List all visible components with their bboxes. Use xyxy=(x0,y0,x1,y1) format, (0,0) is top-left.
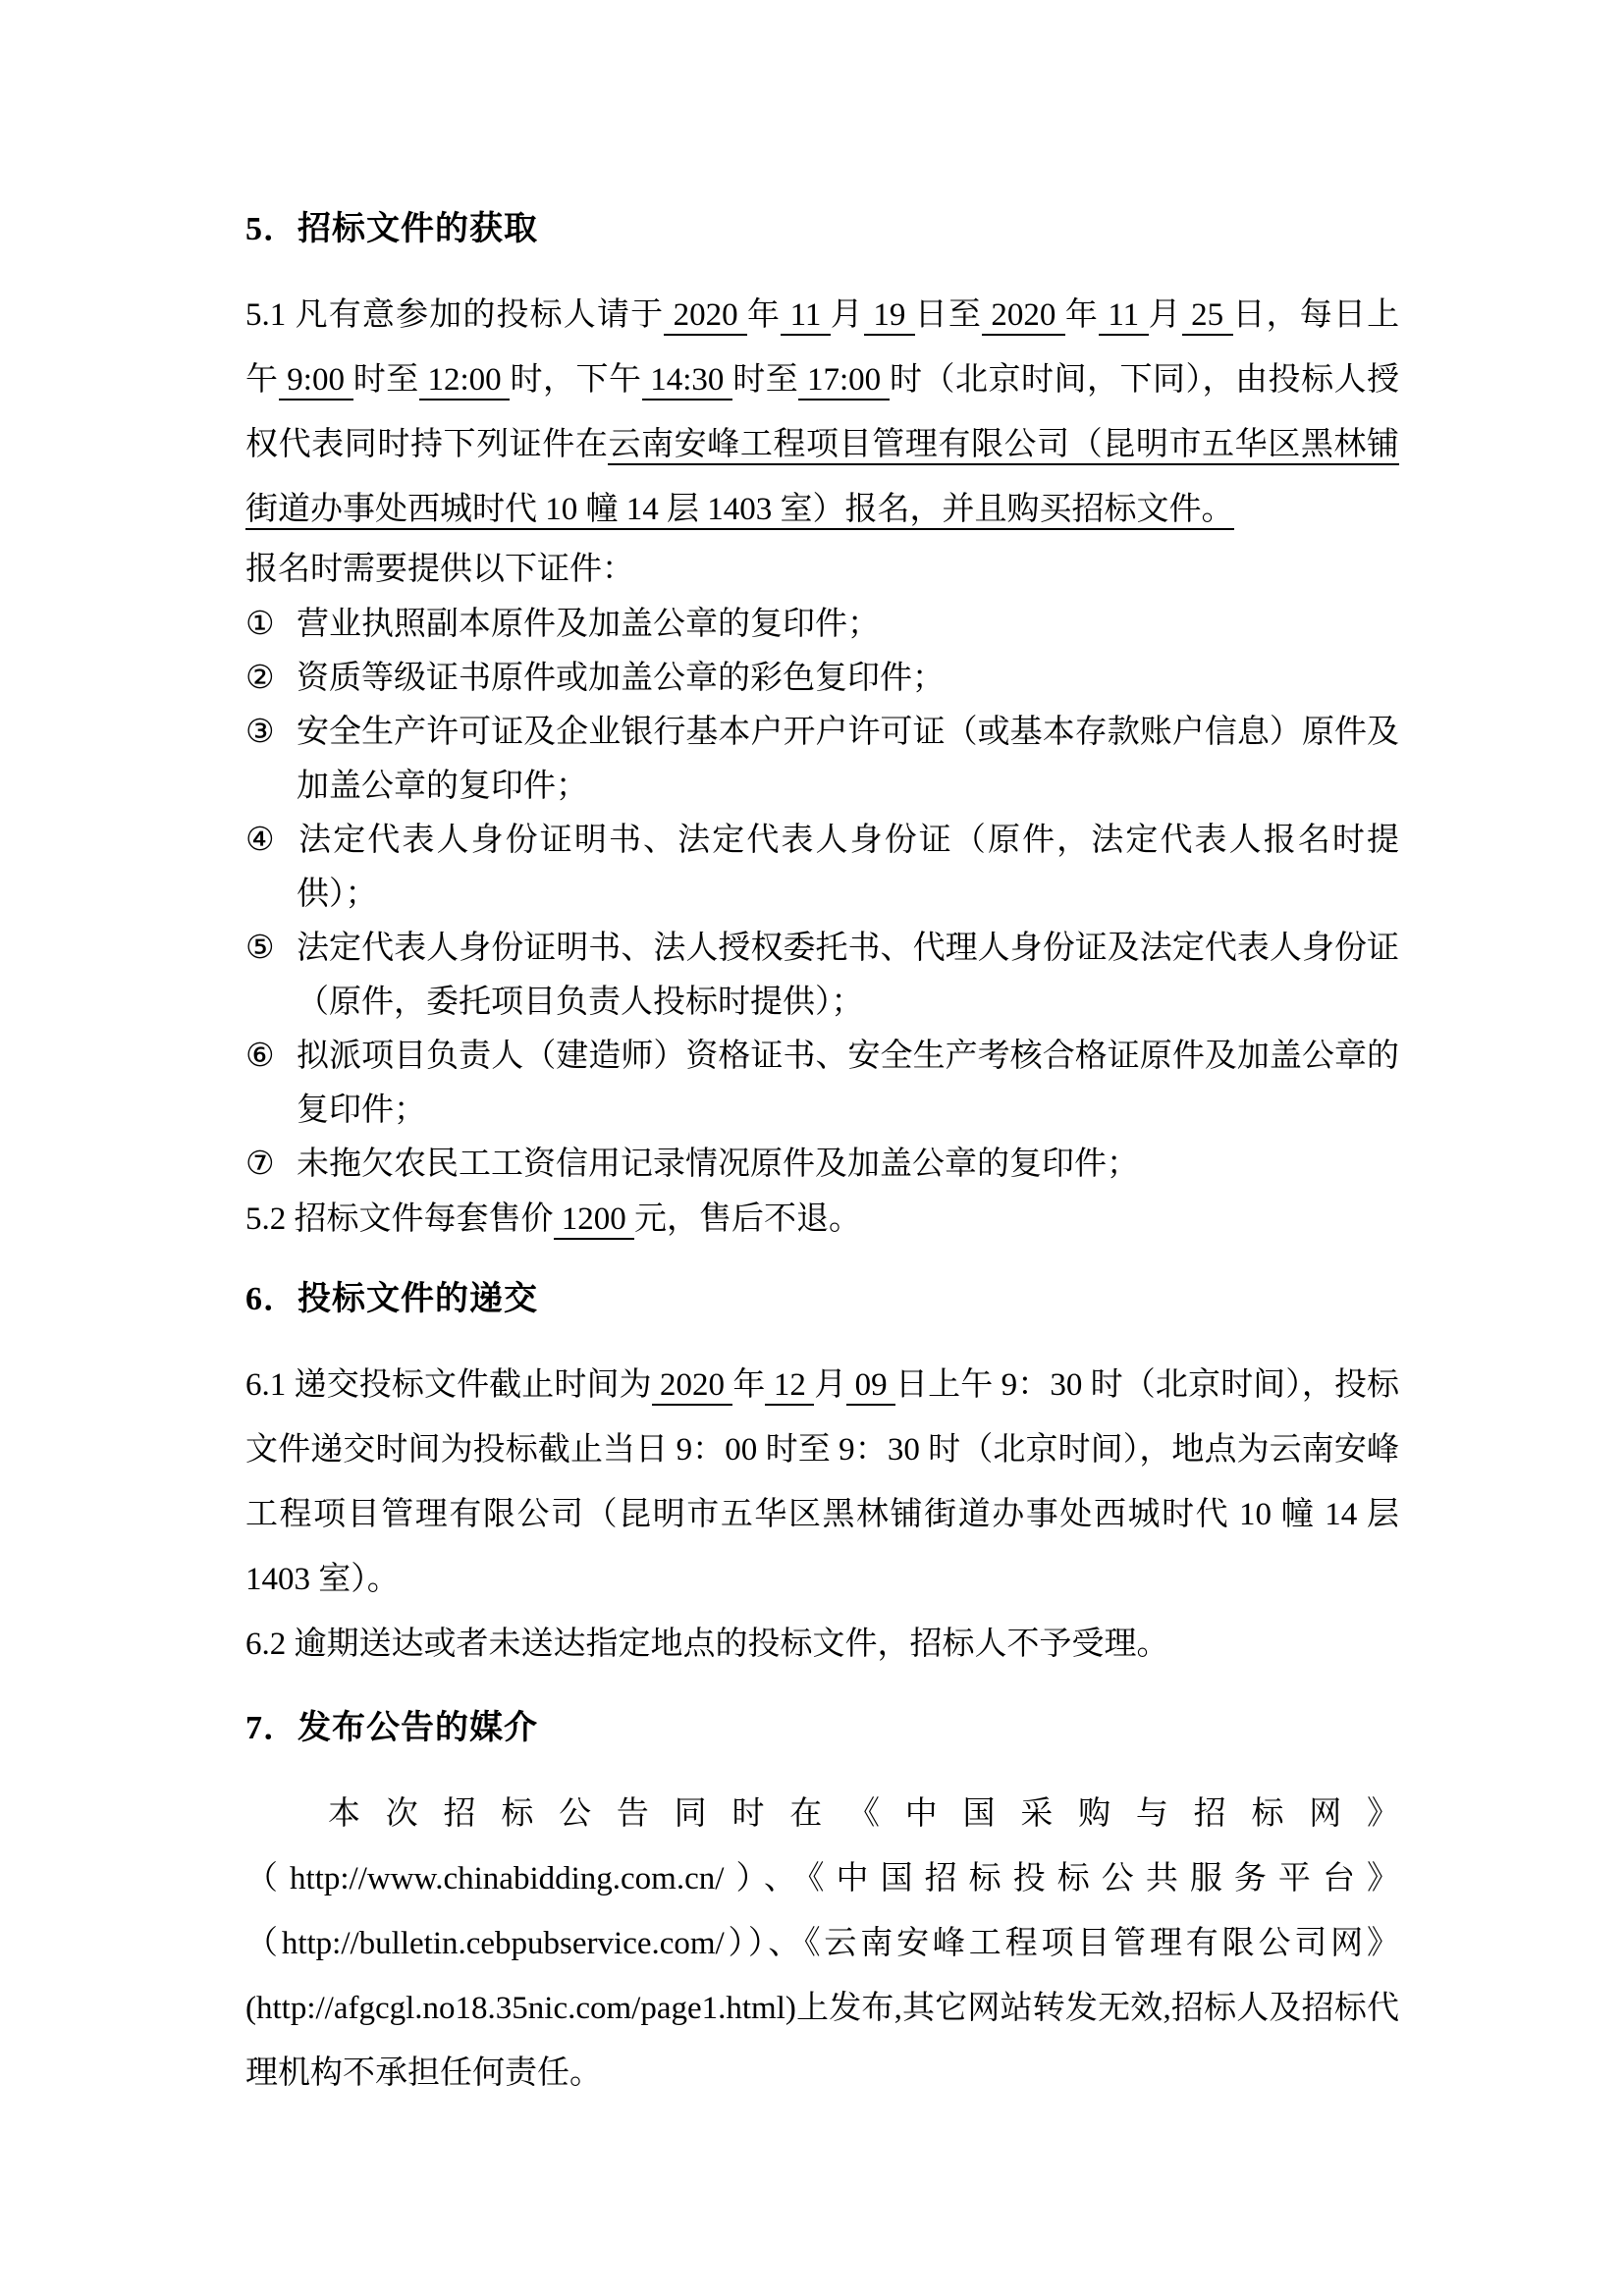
para-6-2 xyxy=(245,1612,1399,1677)
list-item-text xyxy=(297,931,1399,1020)
underlined-text-run: 11 xyxy=(781,297,831,336)
text-run: 月 xyxy=(1148,297,1182,333)
list-item-text xyxy=(297,1039,1399,1128)
list-item-7 xyxy=(245,1138,1399,1192)
underlined-text-run: 25 xyxy=(1182,297,1233,336)
list-item-5 xyxy=(245,922,1399,1030)
underlined-text-run: 2020 xyxy=(982,297,1065,336)
list-marker: ③ xyxy=(245,715,275,750)
list-item-2 xyxy=(245,652,1399,706)
text-run: 安全生产许可证及企业银行基本户开户许可证（或基本存款账户信息）原件及加盖公章的复印件； xyxy=(297,715,1399,804)
heading-section-5: 5．招标文件的获取 xyxy=(245,211,538,247)
text-run: 营业执照副本原件及加盖公章的复印件； xyxy=(297,607,880,642)
underlined-text-run: 09 xyxy=(846,1367,895,1406)
para-5-2 xyxy=(245,1192,1399,1248)
text-run: 年 xyxy=(1064,297,1099,333)
text-run: 日至 xyxy=(914,297,983,333)
text-run: 年 xyxy=(747,297,782,333)
text-run: 月 xyxy=(830,297,864,333)
list-item-6 xyxy=(245,1030,1399,1138)
list-item-1 xyxy=(245,598,1399,652)
text-run: 日，每日上午 xyxy=(245,297,1400,398)
list-item-text xyxy=(297,1147,1139,1182)
section-6 xyxy=(245,1277,1399,1677)
section-7 xyxy=(245,1706,1399,2106)
underlined-text-run: 17:00 xyxy=(798,362,890,400)
para-6-1 xyxy=(245,1353,1399,1612)
list-item-text xyxy=(297,607,880,642)
certificate-list xyxy=(245,598,1399,1192)
list-marker: ① xyxy=(245,607,275,642)
underlined-text-run: 9:00 xyxy=(279,362,353,400)
line-requirements-intro xyxy=(245,542,1399,598)
list-item-text xyxy=(297,715,1399,804)
text-run: 日上午 9：30 时（北京时间），投标文件递交时间为投标截止当日 9：00 时至 9：30 时（北京时间），地点为云南安峰工程项目管理有限公司（昆明市五华区黑林铺街道办事处西城时代 10 幢 14 层 1403 室）。 xyxy=(245,1367,1400,1597)
text-run: 法定代表人身份证明书、法定代表人身份证（原件，法定代表人报名时提供）； xyxy=(297,823,1399,912)
text-run: 本次招标公告同时在《中国采购与招标网》（http://www.chinabidding.com.cn/）、《中国招标投标公共服务平台》（http://bulletin.cebpubservice.com/））、《云南安峰工程项目管理有限公司网》(http://afgcgl.no18.35nic.com/page1.html)上发布,其它网站转发无效,招标人及招标代理机构不承担任何责任。 xyxy=(245,1796,1399,2091)
underlined-text-run: 1200 xyxy=(554,1201,635,1240)
underlined-text-run: 11 xyxy=(1099,297,1149,336)
section-5 xyxy=(245,207,1399,1248)
text-run: 5.2 招标文件每套售价 xyxy=(245,1201,554,1237)
list-marker: ⑥ xyxy=(245,1039,275,1074)
text-run: 时，下午 xyxy=(510,362,642,398)
para-5-1 xyxy=(245,283,1399,542)
text-run: 月 xyxy=(814,1367,847,1403)
text-run: 时（北京时间，下同），由投标人授权代表同时持下列证件在 xyxy=(245,362,1400,462)
underlined-text-run: 12 xyxy=(765,1367,814,1406)
heading-section-7: 7．发布公告的媒介 xyxy=(245,1710,538,1746)
text-run: 拟派项目负责人（建造师）资格证书、安全生产考核合格证原件及加盖公章的复印件； xyxy=(297,1039,1399,1128)
text-run: 报名时需要提供以下证件： xyxy=(245,552,634,587)
list-item-text xyxy=(297,661,945,696)
text-run: 法定代表人身份证明书、法人授权委托书、代理人身份证及法定代表人身份证（原件，委托项目负责人投标时提供）； xyxy=(297,931,1399,1020)
list-marker: ⑤ xyxy=(245,931,275,966)
text-run: 年 xyxy=(732,1367,766,1403)
list-marker: ⑦ xyxy=(245,1147,275,1182)
text-run: 资质等级证书原件或加盖公章的彩色复印件； xyxy=(297,661,945,696)
text-run: 元，售后不退。 xyxy=(634,1201,861,1237)
text-run: 5.1 凡有意参加的投标人请于 xyxy=(245,297,665,333)
text-run: 时至 xyxy=(352,362,419,398)
heading-section-6: 6．投标文件的递交 xyxy=(245,1281,538,1317)
underlined-text-run: 19 xyxy=(864,297,915,336)
text-run: 时至 xyxy=(732,362,799,398)
list-item-3 xyxy=(245,706,1399,814)
underlined-text-run: 14:30 xyxy=(642,362,733,400)
text-run: 未拖欠农民工工资信用记录情况原件及加盖公章的复印件； xyxy=(297,1147,1139,1182)
underlined-text-run: 云南安峰工程项目管理有限公司（昆明市五华区黑林铺街道办事处西城时代 10 幢 14 层 1403 室）报名，并且购买招标文件。 xyxy=(245,427,1399,530)
text-run: 6.1 递交投标文件截止时间为 xyxy=(245,1367,652,1403)
list-item-4 xyxy=(245,814,1399,922)
underlined-text-run: 12:00 xyxy=(419,362,511,400)
list-item-text xyxy=(297,823,1399,912)
underlined-text-run: 2020 xyxy=(652,1367,733,1406)
text-run: 6.2 逾期送达或者未送达指定地点的投标文件，招标人不予受理。 xyxy=(245,1627,1169,1662)
underlined-text-run: 2020 xyxy=(664,297,747,336)
list-marker: ④ xyxy=(245,823,275,858)
para-7-announcement xyxy=(245,1782,1399,2106)
list-marker: ② xyxy=(245,661,275,696)
